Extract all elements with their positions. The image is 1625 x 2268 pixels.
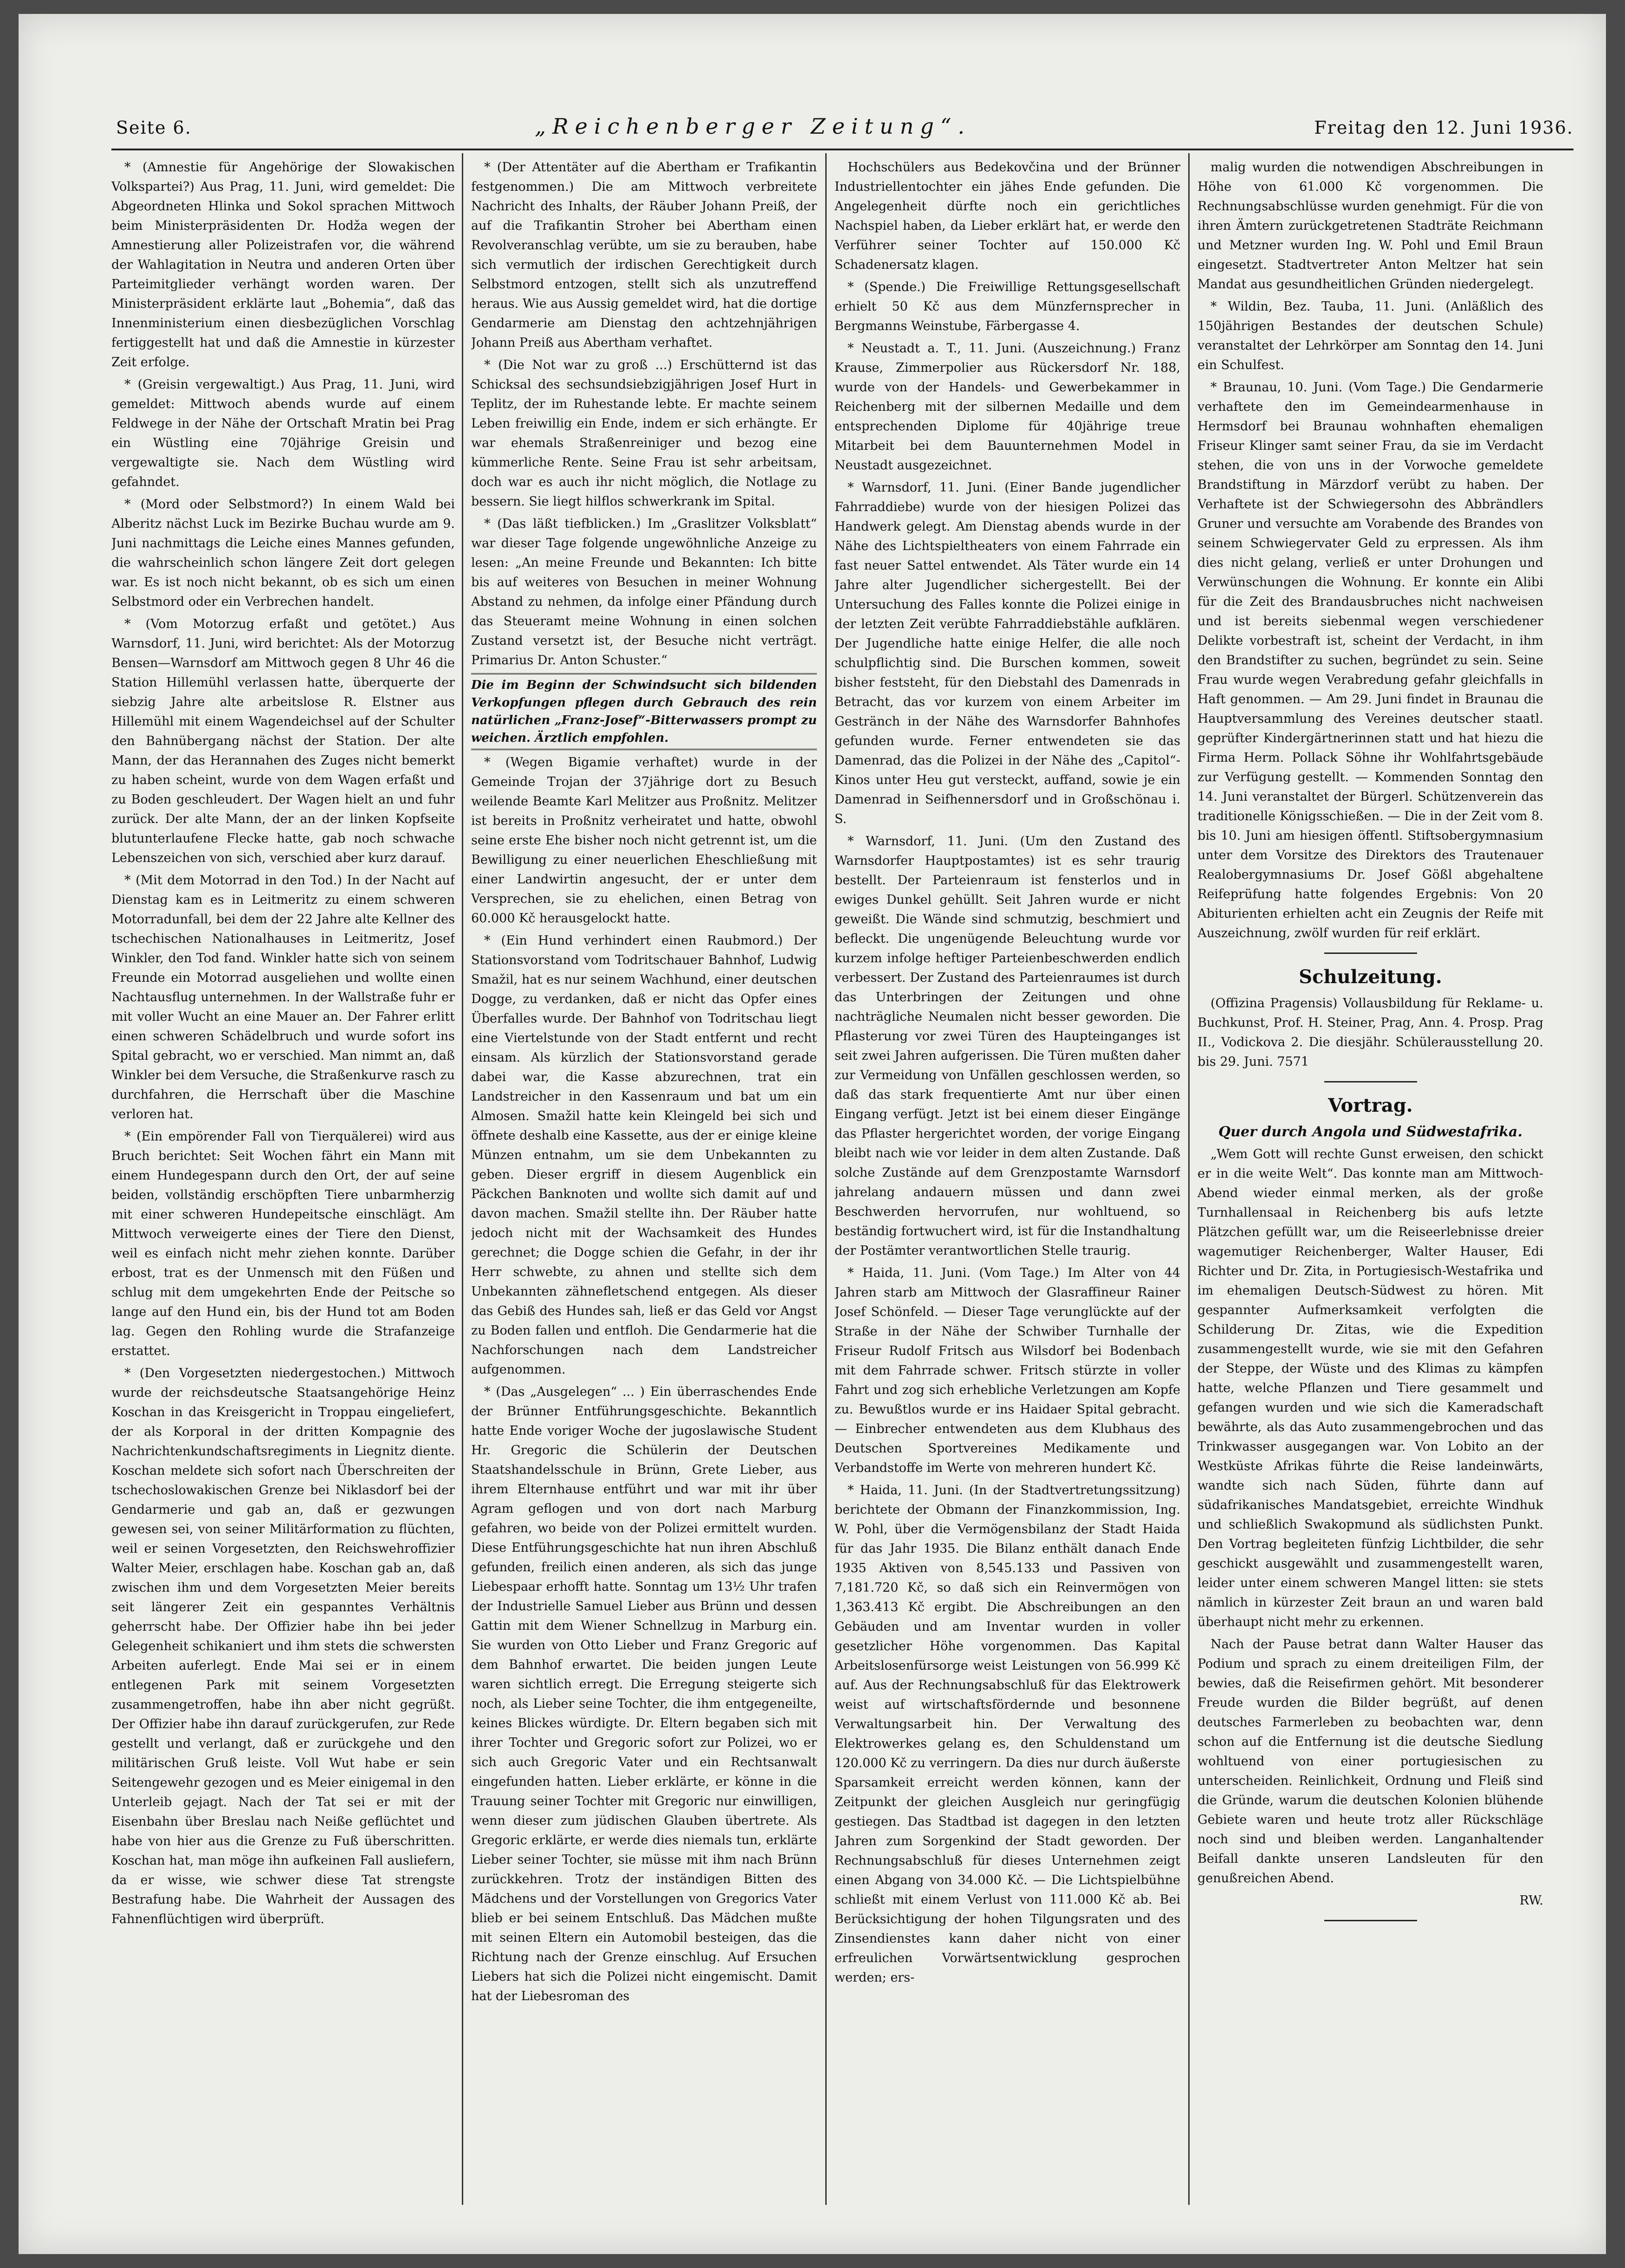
news-item: * (Mit dem Motorrad in den Tod.) In der Nacht auf Dienstag kam es in Leitmeritz zu einem schweren Motorradunfall, bei dem der 22 Jahre alte Kellner des tschechischen Nationalhauses in Leitmeritz, Josef Winkler, den Tod fand. Winkler hatte sich von seinem Freunde ein Motorrad ausgeliehen und wollte einen Nachtausflug unternehmen. In der Wallstraße fuhr er mit voller Wucht an eine Mauer an. Der Fahrer erlitt einen schweren Schädelbruch und wurde sofort ins Spital gebracht, wo er verschied. Man nimmt an, daß Winkler bei dem Versuche, die Straßenkurve rasch zu durchfahren, die Herrschaft über die Maschine verloren hat. — [111, 873, 455, 1121]
page-number: Seite 6. — [116, 117, 192, 138]
news-item: * (Spende.) Die Freiwillige Rettungsgesellschaft erhielt 50 Kč aus dem Münzfernsprecher in Bergmanns Weinstube, Färbergasse 4. — [835, 280, 1180, 333]
news-item: * Braunau, 10. Juni. (Vom Tage.) Die Gendarmerie verhaftete den im Gemeindearmenhause in Hermsdorf bei Braunau wohnhaften ehemaligen Friseur Klinger samt seiner Frau, da sie im Verdacht stehen, die von uns in der Vorwoche gemeldete Brandstiftung in Märzdorf verübt zu haben. Der Verhaftete ist der Schwiegersohn des Abbrändlers Gruner und versuchte am Vorabende des Brandes von seinem Schwiegervater Geld zu erpressen. Als ihm dies nicht gelang, verließ er unter Drohungen und Verwünschungen die Wohnung. Er konnte ein Alibi für die Zeit des Brandausbruches nicht nachweisen und ist bereits siebenmal wegen verschiedener Delikte vorbestraft ist, scheint der Verdacht, in ihm den Brandstifter zu suchen, begründet zu sein. Seine Frau wurde wegen Verabredung gefahr gleichfalls in Haft genommen. — Am 29. Juni findet in Braunau die Hauptversammlung des Vereines deutscher staatl. geprüfter Kindergärtnerinnen statt und hat hiezu die Firma Herm. Pollack Söhne ihr Wohlfahrtsgebäude zur Verfügung gestellt. — Kommenden Sonntag den 14. Juni veranstaltet der Bürgerl. Schützenverein das traditionelle Königsschießen. — Die in der Zeit vom 8. bis 10. Juni am hiesigen öffentl. Stiftsobergymnasium unter dem Vorsitze des Direktors des Trautenauer Realobergymnasiums Dr. Josef Gößl abgehaltene Reifeprüfung hatte folgendes Ergebnis: Von 20 Abiturienten erhielten acht ein Zeugnis der Reife mit Auszeichnung, zwölf wurden für reif erklärt. — [1198, 380, 1543, 940]
newspaper-page — [19, 14, 1606, 2254]
news-item: * Warnsdorf, 11. Juni. (Um den Zustand des Warnsdorfer Hauptpostamtes) ist es sehr traurig bestellt. Der Parteienraum ist fensterlos und in ewiges Dunkel gehüllt. Seit Jahren wurde er nicht geweißt. Die Wände sind schmutzig, beschmiert und befleckt. Die ungenügende Beleuchtung wurde vor kurzem infolge heftiger Parteienbeschwerden endlich verbessert. Der Zustand des Parteienraumes ist durch das Unterbringen der Zeitungen und ohne nachträgliche Neumalen nicht besser geworden. Die Pflasterung vor zwei Türen des Haupteinganges ist seit zwei Jahren aufgerissen. Die Türen mußten daher zur Vermeidung von Unfällen geschlossen werden, so daß das stark frequentierte Amt nur über einen Eingang verfügt. Jetzt ist bei einem dieser Eingänge das Pflaster hergerichtet worden, der vorige Eingang bleibt nach wie vor leider in dem alten Zustande. Daß solche Zustände auf dem Grenzpostamte Warnsdorf jahrelang andauern müssen und dann zwei Beschwerden hervorrufen, nur wohltuend, so beständig fortwuchert wird, ist für die Instandhaltung der Postämter verantwortlichen Stelle traurig. — [835, 834, 1180, 1258]
news-item: * (Ein empörender Fall von Tierquälerei) wird aus Bruch berichtet: Seit Wochen fährt ein Mann mit einem Hundegespann durch den Ort, der auf seine beiden, vollständig erschöpften Tiere unbarmherzig mit einer schweren Hundepeitsche einschlägt. Am Mittwoch verweigerte eines der Tiere den Dienst, weil es einfach nicht mehr ziehen konnte. Darüber erbost, trat es der Unmensch mit den Füßen und schlug mit dem umgekehrten Ende der Peitsche so lange auf den Hund ein, bis der Hund tot am Boden lag. Gegen den Rohling wurde die Strafanzeige erstattet. — [111, 1129, 455, 1358]
issue-date: Freitag den 12. Juni 1936. — [1314, 117, 1573, 138]
section-divider — [1324, 953, 1417, 954]
news-item: * (Das „Ausgelegen“ ... ) Ein überraschendes Ende der Brünner Entführungsgeschichte. Bekanntlich hatte Ende voriger Woche der jugoslawische Student Hr. Gregoric die Schülerin der Deutschen Staatshandelsschule in Brünn, Grete Lieber, aus ihrem Elternhause entführt und war mit ihr über Agram geflogen und von dort nach Marburg gefahren, wo beide von der Polizei ermittelt wurden. Diese Entführungsgeschichte hat nun ihren Abschluß gefunden, freilich einen anderen, als sich das junge Liebespaar erhofft hatte. Sonntag um 13½ Uhr trafen der Industrielle Samuel Lieber aus Brünn und dessen Gattin mit dem Wiener Schnellzug in Marburg ein. Sie wurden von Otto Lieber und Franz Gregoric auf dem Bahnhof erwartet. Die beiden jungen Leute waren sichtlich erregt. Die Erregung steigerte sich noch, als Lieber seine Tochter, die ihm entgegeneilte, keines Blickes würdigte. Dr. Eltern begaben sich mit ihrer Tochter und Gregoric sofort zur Polizei, wo er sich auch Gregoric Vater und ein Rechtsanwalt eingefunden hatten. Lieber erklärte, er könne in die Trauung seiner Tochter mit Gregoric nur einwilligen, wenn dieser zum jüdischen Glauben übertrete. Als Gregoric erklärte, er werde dies niemals tun, erklärte Lieber seiner Tochter, sie müsse mit ihm nach Brünn zurückkehren. Trotz der inständigen Bitten des Mädchens und der Vorstellungen von Gregorics Vater blieb er bei seinem Entschluß. Das Mädchen mußte mit seinen Eltern ein Automobil besteigen, das die Richtung nach der Grenze einschlug. Auf Ersuchen Liebers hat sich die Polizei nicht eingemischt. Damit hat der Liebesroman des — [471, 1385, 817, 2003]
school-notice: (Offizina Pragensis) Vollausbildung für Reklame- u. Buchkunst, Prof. H. Steiner, Prag, Ann. 4. Prosp. Prag II., Vodickova 2. Die diesjähr. Schülerausstellung 20. bis 29. Juni. 7571 — [1198, 996, 1543, 1069]
news-item: * (Das läßt tiefblicken.) Im „Graslitzer Volksblatt“ war dieser Tage folgende ungewöhnliche Anzeige zu lesen: „An meine Freunde und Bekannten: Ich bitte bis auf weiteres von Besuchen in meiner Wohnung Abstand zu nehmen, da infolge einer Pfändung durch das Steueramt meine Wohnung in einen solchen Zustand versetzt ist, der Besuche nicht verträgt. Primarius Dr. Anton Schuster.“ — [471, 517, 817, 667]
news-item: * (Die Not war zu groß ...) Erschütternd ist das Schicksal des sechsundsiebzigjährigen Josef Hurt in Teplitz, der im Ruhestande lebte. Er machte seinem Leben freiwillig ein Ende, indem er sich erhängte. Er war ehemals Straßenreiniger und bezog eine kümmerliche Rente. Seine Frau ist sehr arbeitsam, doch war es auch ihr nicht möglich, die Notlage zu bessern. Sie liegt hilflos schwerkrank im Spital. — [471, 358, 817, 509]
news-item: malig wurden die notwendigen Abschreibungen in Höhe von 61.000 Kč vorgenommen. Die Rechnungsabschlüsse wurden genehmigt. Für die von ihren Ämtern zurückgetretenen Stadträte Reichmann und Metzner wurden Ing. W. Pohl und Emil Braun eingesetzt. Stadtvertreter Anton Meltzer hat sein Mandat aus gesundheitlichen Gründen niedergelegt. — [1198, 160, 1543, 292]
news-item: * (Vom Motorzug erfaßt und getötet.) Aus Warnsdorf, 11. Juni, wird berichtet: Als der Motorzug Bensen—Warnsdorf am Mittwoch gegen 8 Uhr 46 die Station Hillemühl verlassen hatte, überquerte der siebzig Jahre alte arbeitslose R. Elstner aus Hillemühl mit einem Wagendeichsel auf der Schulter den Bahnübergang nächst der Station. Der alte Mann, der das Herannahen des Zuges nicht bemerkt zu haben scheint, wurde von dem Wagen erfaßt und zu Boden geschleudert. Der Wagen hielt an und fuhr zurück. Der alte Mann, der an der linken Kopfseite blutunterlaufene Flecke hatte, gab noch schwache Lebenszeichen von sich, verschied aber kurz darauf. — [111, 617, 455, 865]
news-item: * (Amnestie für Angehörige der Slowakischen Volkspartei?) Aus Prag, 11. Juni, wird gemeldet: Die Abgeordneten Hlinka und Sokol sprachen Mittwoch beim Ministerpräsidenten Dr. Hodža wegen der Amnestierung aller Polizeistrafen vor, die während der Wahlagitation in Neutra und anderen Orten über Parteimitglieder verhängt worden waren. Der Ministerpräsident erklärte laut „Bohemia“, daß das Innenministerium einen diesbezüglichen Vorschlag fertiggestellt hat und daß die Amnestie in kürzester Zeit erfolge. — [111, 160, 455, 369]
newspaper-title: „Reichenberger Zeitung“. — [535, 114, 971, 139]
section-heading-schulzeitung: Schulzeitung. — [1299, 966, 1442, 988]
lecture-subheading: Quer durch Angola und Südwestafrika. — [1218, 1124, 1523, 1140]
news-item: * (Der Attentäter auf die Abertham er Trafikantin festgenommen.) Die am Mittwoch verbreitete Nachricht des Inhalts, der Räuber Johann Preiß, der auf die Trafikantin Stroher bei Abertham einen Revolveranschlag verübte, um sie zu berauben, habe sich vermutlich der irdischen Gerechtigkeit durch Selbstmord entzogen, stellt sich als unzutreffend heraus. Wie aus Aussig gemeldet wird, hat die dortige Gendarmerie am Dienstag den achtzehnjährigen Johann Preiß aus Abertham verhaftet. — [471, 160, 817, 350]
news-item: * Warnsdorf, 11. Juni. (Einer Bande jugendlicher Fahrraddiebe) wurde von der hiesigen Polizei das Handwerk gelegt. Am Dienstag abends wurde in der Nähe des Lichtspieltheaters von einem Fahrrade ein fast neuer Sattel entwendet. Als Täter wurde ein 14 Jahre alter Jugendlicher sichergestellt. Bei der Untersuchung des Falles konnte die Polizei einige in der letzten Zeit verübte Fahrraddiebstähle aufklären. Der Jugendliche hatte einige Helfer, die alle noch schulpflichtig sind. Die Burschen kommen, soweit bisher feststeht, für den Diebstahl des Damenrads in Betracht, das vor kurzem von einem Arbeiter im Gestränch in der Nähe des Warnsdorfer Bahnhofes gefunden wurde. Ferner entwendeten sie das Damenrad, das die Polizei in der Nähe des „Capitol“-Kinos unter Heu gut versteckt, auffand, sowie je ein Damenrad in Seifhennersdorf und in Großschönau i. S. — [835, 480, 1180, 826]
section-heading-vortrag: Vortrag. — [1328, 1095, 1413, 1116]
news-item: * (Greisin vergewaltigt.) Aus Prag, 11. Juni, wird gemeldet: Mittwoch abends wurde auf einem Feldwege in der Nähe der Ortschaft Mratin bei Prag ein Wüstling eine 70jährige Greisin und vergewaltigte sie. Nach dem Wüstling wird gefahndet. — [111, 377, 455, 489]
lecture-paragraph: Nach der Pause betrat dann Walter Hauser das Podium und sprach zu einem dreiteiligen Film, der bewies, daß die Reisefirmen gehört. Mit besonderer Freude wurden die Bilder begrüßt, auf denen deutsches Farmerleben zu beobachten war, denn schon auf die Entfernung ist die deutsche Siedlung wohltuend von einer portugiesischen zu unterscheiden. Reinlichkeit, Ordnung und Fleiß sind die Gründe, warum die deutschen Kolonien blühende Gebiete waren und heute trotz aller Rückschläge noch sind und bleiben werden. Langanhaltender Beifall dankte unseren Landsleuten für den genußreichen Abend. — [1198, 1637, 1543, 1886]
news-item: * (Ein Hund verhindert einen Raubmord.) Der Stationsvorstand vom Todritschauer Bahnhof, Ludwig Smažil, hat es nur seinem Wachhund, einer deutschen Dogge, zu verdanken, daß er nicht das Opfer eines Überfalles wurde. Der Bahnhof von Todritschau liegt eine Viertelstunde von der Stadt entfernt und recht einsam. Als kürzlich der Stationsvorstand gerade dabei war, die Kasse abzurechnen, trat ein Landstreicher in den Kassenraum und bat um ein Almosen. Smažil hatte kein Kleingeld bei sich und öffnete deshalb eine Kassette, aus der er einige kleine Münzen entnahm, um sie dem Unbekannten zu geben. Dieser ergriff in diesem Augenblick ein Päckchen Banknoten und wollte sich damit auf und davon machen. Smažil stellte ihn. Der Räuber hatte jedoch nicht mit der Wachsamkeit des Hundes gerechnet; die Dogge schien die Gefahr, in der ihr Herr schwebte, zu ahnen und stellte sich dem Unbekannten zähnefletschend entgegen. Als dieser das Gebiß des Hundes sah, ließ er das Geld vor Angst zu Boden fallen und entfloh. Die Gendarmerie hat die Nachforschungen nach dem Landstreicher aufgenommen. — [471, 933, 817, 1377]
section-divider — [1324, 1081, 1417, 1082]
column-1 — [111, 158, 455, 2191]
column-2 — [471, 158, 817, 2191]
news-item: * Haida, 11. Juni. (In der Stadtvertretungssitzung) berichtete der Obmann der Finanzkommission, Ing. W. Pohl, über die Vermögensbilanz der Stadt Haida für das Jahr 1935. Die Bilanz enthält danach Ende 1935 Aktiven von 8,545.133 und Passiven von 7,181.720 Kč, so daß sich ein Reinvermögen von 1,363.413 Kč ergibt. Die Abschreibungen an den Gebäuden und am Inventar wurden in voller gesetzlicher Höhe vorgenommen. Das Kapital Arbeitslosenfürsorge weist Leistungen von 56.999 Kč auf. Aus der Rechnungsabschluß für das Elektrowerk weist auf wirtschaftsfördernde und besonnene Verwaltungsarbeit hin. Der Verwaltung des Elektrowerkes gelang es, den Schuldenstand um 120.000 Kč zu verringern. Da dies nur durch äußerste Sparsamkeit erreicht werden können, kann der Zeitpunkt der gleichen Ausgleich nur geringfügig gestiegen. Das Stadtbad ist dagegen in den letzten Jahren zum Sorgenkind der Stadt geworden. Der Rechnungsabschluß für dieses Unternehmen zeigt einen Abgang von 34.000 Kč. — Die Lichtspielbühne schließt mit einem Verlust von 111.000 Kč ab. Bei Berücksichtigung der hohen Tilgungsraten und des Zinsendienstes kann daher nicht von einer erfreulichen Vorwärtsentwicklung gesprochen werden; ers- — [835, 1483, 1180, 1985]
news-item: * Neustadt a. T., 11. Juni. (Auszeichnung.) Franz Krause, Zimmerpolier aus Rückersdorf Nr. 188, wurde von der Handels- und Gewerbekammer in Reichenberg mit der silbernen Medaille und dem entsprechenden Diplome für 40jährige treue Mitarbeit bei dem Bauunternehmen Model in Neustadt ausgezeichnet. — [835, 341, 1180, 473]
column-divider — [825, 153, 827, 2205]
section-divider — [1324, 1920, 1417, 1921]
column-3 — [835, 158, 1180, 2191]
news-item: * Haida, 11. Juni. (Vom Tage.) Im Alter von 44 Jahren starb am Mittwoch der Glasraffineur Rainer Josef Schönfeld. — Dieser Tage verunglückte auf der Straße in der Nähe der Schwiber Turnhalle der Friseur Rudolf Fritsch aus Wilsdorf bei Bodenbach mit dem Fahrrade schwer. Fritsch stürzte in voller Fahrt und zog sich erhebliche Verletzungen am Kopfe zu. Bewußtlos wurde er ins Haidaer Spital gebracht. — Einbrecher entwendeten aus dem Klubhaus des Deutschen Sportvereines Medikamente und Verbandstoffe im Werte von mehreren hundert Kč. — [835, 1266, 1180, 1475]
column-divider — [462, 153, 463, 2205]
column-4 — [1198, 158, 1543, 2191]
page-header — [116, 114, 1573, 151]
header-rule — [111, 149, 1573, 150]
news-item: * (Den Vorgesetzten niedergestochen.) Mittwoch wurde der reichsdeutsche Staatsangehörige Heinz Koschan in das Kreisgericht in Troppau eingeliefert, der als Korporal in der dritten Kompagnie des Nachrichtenkundschaftsregiments in Liegnitz diente. Koschan meldete sich sofort nach Überschreiten der tschechoslowakischen Grenze bei Niklasdorf bei der Gendarmerie und gab an, daß er gezwungen gewesen sei, von seiner Militärformation zu flüchten, weil er seinen Vorgesetzten, den Reichswehroffizier Walter Meier, erschlagen habe. Koschan gab an, daß zwischen ihm und dem Vorgesetzten Meier bereits seit längerer Zeit ein gespanntes Verhältnis geherrscht habe. Der Offizier habe ihn bei jeder Gelegenheit schikaniert und ihm stets die schwersten Arbeiten auferlegt. Ende Mai sei er in einem entlegenen Park mit seinem Vorgesetzten zusammengetroffen, habe ihn aber nicht gegrüßt. Der Offizier habe ihn darauf zurückgerufen, zur Rede gestellt und verlangt, daß er zurückgehe und den militärischen Gruß leiste. Voll Wut habe er sein Seitengewehr gezogen und es Meier einigemal in den Unterleib gejagt. Nach der Tat sei er mit der Eisenbahn über Breslau nach Neiße geflüchtet und habe von hier aus die Grenze zu Fuß überschritten. Koschan hat, man möge ihn aufkeinen Fall ausliefern, da er wisse, wie schwer diese Tat strengste Bestrafung habe. Die Wahrheit der Aussagen des Fahnenflüchtigen wird überprüft. — [111, 1366, 455, 1926]
news-item: * (Wegen Bigamie verhaftet) wurde in der Gemeinde Trojan der 37jährige dort zu Besuch weilende Beamte Karl Melitzer aus Proßnitz. Melitzer ist bereits in Proßnitz verheiratet und hatte, obwohl seine erste Ehe bisher noch nicht getrennt ist, um die Bewilligung zu einer neuerlichen Eheschließung mit einer Landwirtin angesucht, der er unter dem Versprechen, sie zu ehelichen, einen Betrag von 60.000 Kč herausgelockt hatte. — [471, 755, 817, 926]
author-signature: RW. — [1519, 1893, 1543, 1908]
news-item: * Wildin, Bez. Tauba, 11. Juni. (Anläßlich des 150jährigen Bestandes der deutschen Schule) veranstaltet der Lehrkörper am Sonntag den 14. Juni ein Schulfest. — [1198, 299, 1543, 372]
news-item: * (Mord oder Selbstmord?) In einem Wald bei Alberitz nächst Luck im Bezirke Buchau wurde am 9. Juni nachmittags die Leiche eines Mannes gefunden, die wahrscheinlich schon längere Zeit dort gelegen war. Es ist noch nicht bekannt, ob es sich um einen Selbstmord oder ein Verbrechen handelt. — [111, 497, 455, 609]
column-divider — [1188, 153, 1190, 2205]
advertisement-note: Die im Beginn der Schwindsucht sich bildenden Verkopfungen pflegen durch Gebrauch des rein natürlichen „Franz-Josef“-Bitterwassers prompt zu weichen. Ärztlich empfohlen. — [471, 673, 817, 750]
lecture-paragraph: „Wem Gott will rechte Gunst erweisen, den schickt er in die weite Welt“. Das konnte man am Mittwoch-Abend wieder einmal merken, als der große Turnhallensaal in Reichenberg bis aufs letzte Plätzchen gefüllt war, um die Reiseerlebnisse dreier wagemutiger Reichenberger, Walter Hauser, Edi Richter und Dr. Zita, in Portugiesisch-Westafrika und im ehemaligen Deutsch-Südwest zu hören. Mit gespannter Aufmerksamkeit verfolgten die Schilderung Dr. Zitas, wie die Expedition zusammengestellt wurde, wie sie mit den Gefahren der Steppe, der Wüste und des Klimas zu kämpfen hatte, welche Pflanzen und Tiere gesammelt und gefangen wurden und wie sich die Kameradschaft bewährte, als das Auto zusammengebrochen und das Trinkwasser ausgegangen war. Von Lobito an der Westküste Afrikas führte die Reise landeinwärts, wandte sich nach Süden, führte dann auf südafrikanisches Mandatsgebiet, erreichte Windhuk und schließlich Swakopmund als südlichsten Punkt. Den Vortrag begleiteten fünfzig Lichtbilder, die sehr geschickt ausgewählt und zusammengestellt waren, leider unter einem schweren Mangel litten: sie stets nämlich in kürzester Zeit braun an und waren bald überhaupt nicht mehr zu erkennen. — [1198, 1147, 1543, 1629]
news-item: Hochschülers aus Bedekovčina und der Brünner Industriellentochter ein jähes Ende gefunden. Die Angelegenheit dürfte noch ein gerichtliches Nachspiel haben, da Lieber erklärt hat, er werde den Verführer seiner Tochter auf 150.000 Kč Schadenersatz klagen. — [835, 160, 1180, 272]
